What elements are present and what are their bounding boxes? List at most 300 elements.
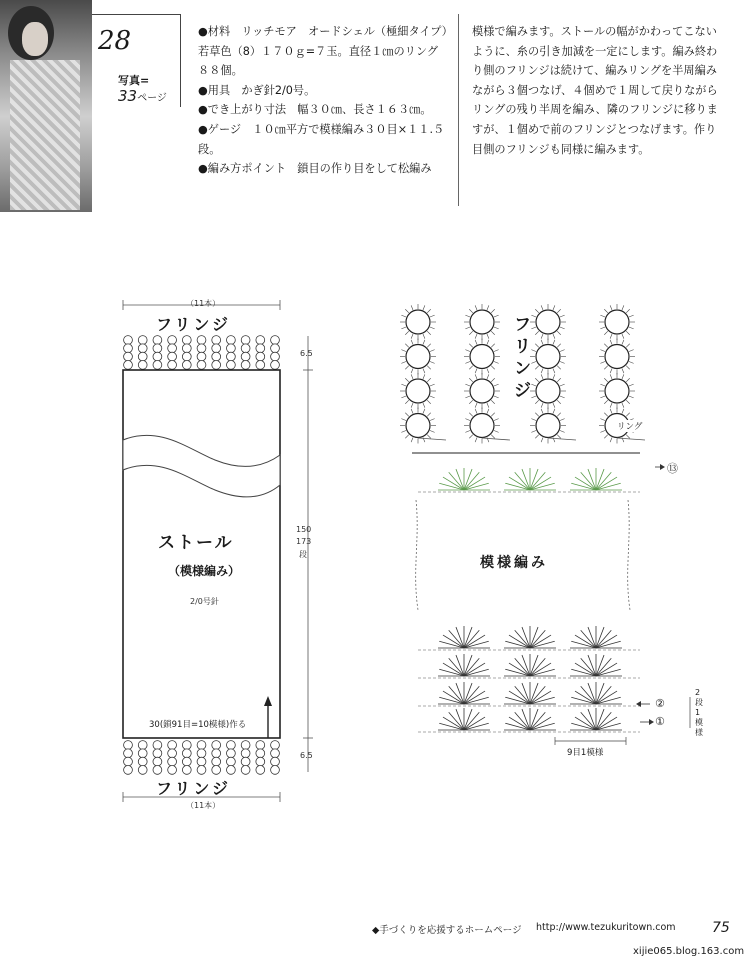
ring-stitch (469, 344, 473, 348)
fringe-ring (241, 766, 250, 775)
shell-stitch (530, 627, 538, 648)
shell-stitch (515, 630, 530, 648)
fringe-ring (182, 749, 191, 758)
fringe-ring (124, 361, 133, 370)
fringe-ring (182, 344, 191, 353)
ring-stitch (401, 361, 406, 363)
fringe-ring (256, 749, 265, 758)
ring-stitch (535, 435, 539, 439)
fringe-ring (153, 757, 162, 766)
ring-stitch (494, 327, 499, 329)
ring-stitch (535, 344, 539, 348)
chart-ring (406, 379, 430, 403)
shell-stitch (596, 627, 604, 648)
ring-stitch (401, 396, 406, 398)
pattern-label: 模様編み (480, 555, 548, 571)
shell-stitch (530, 477, 551, 490)
ring-stitch (401, 419, 406, 421)
row-marker-end: ⑬ (667, 462, 678, 475)
shell-stitch (464, 658, 479, 676)
ring-stitch (487, 409, 489, 414)
ring-stitch (494, 384, 499, 386)
fringe-ring (227, 352, 236, 361)
chart-ring (536, 414, 560, 438)
ring-stitch (475, 409, 477, 414)
shell-stitch (581, 472, 596, 490)
shell-stitch (464, 635, 485, 648)
fringe-ring (271, 344, 280, 353)
fringe-ring (124, 741, 133, 750)
fringe-ring (241, 757, 250, 766)
ring-stitch (600, 327, 605, 329)
watermark-credit: xijie065.blog.163.com (633, 946, 745, 957)
stole-body-outline (123, 370, 280, 738)
shell-stitch (439, 669, 464, 676)
shell-stitch (596, 717, 617, 730)
shell-stitch (596, 669, 621, 676)
ring-stitch (541, 438, 543, 443)
shell-stitch (443, 691, 464, 704)
fringe-ring (138, 741, 147, 750)
fringe-ring (168, 336, 177, 345)
shell-stitch (581, 630, 596, 648)
fringe-ring (197, 336, 206, 345)
fringe-ring (271, 749, 280, 758)
fringe-ring (138, 352, 147, 361)
shell-stitch (443, 477, 464, 490)
materials-point: ●編み方ポイント 鎖目の作り目をして松編み (198, 162, 432, 176)
ring-stitch (629, 361, 634, 363)
ring-stitch (401, 384, 406, 386)
page-number: 75 (712, 920, 730, 936)
ring-stitch (423, 340, 425, 345)
ring-stitch (475, 340, 477, 345)
ring-stitch (557, 400, 561, 404)
ring-stitch (626, 378, 630, 382)
shell-stitch (464, 472, 479, 490)
fringe-ring (153, 749, 162, 758)
chart-fringe-label: フリンジ (514, 315, 531, 401)
shell-stitch (571, 669, 596, 676)
fringe-ring (197, 352, 206, 361)
shell-stitch (588, 709, 596, 730)
shell-stitch (596, 469, 604, 490)
ring-stitch (427, 378, 431, 382)
ring-stitch (475, 438, 477, 443)
fringe-ring (153, 352, 162, 361)
shell-stitch (522, 469, 530, 490)
shell-stitch (515, 472, 530, 490)
ring-stitch (560, 350, 565, 352)
fringe-ring (138, 336, 147, 345)
stole-subtitle: （模様編み） (168, 564, 241, 578)
fringe-ring (227, 749, 236, 758)
ring-stitch (604, 413, 608, 417)
ring-stitch (560, 361, 565, 363)
pattern-number: 28 (98, 26, 132, 56)
shell-stitch (439, 697, 464, 704)
fringe-ring (168, 749, 177, 758)
fringe-ring (271, 336, 280, 345)
shell-stitch (596, 691, 617, 704)
shell-stitch (530, 712, 545, 730)
ring-stitch (604, 331, 608, 335)
fringe-ring (197, 361, 206, 370)
shell-stitch (464, 630, 479, 648)
ring-stitch (491, 378, 495, 382)
fringe-ring (197, 344, 206, 353)
ring-stitch (491, 366, 495, 370)
fringe-ring (227, 336, 236, 345)
ring-stitch (622, 334, 624, 339)
fringe-ring (138, 757, 147, 766)
chart-ring (470, 379, 494, 403)
length-cm: 150 (296, 525, 312, 534)
ring-stitch (487, 305, 489, 310)
ring-stitch (560, 419, 565, 421)
ring-stitch (427, 331, 431, 335)
ring-stitch (553, 305, 555, 310)
arrow-head (264, 696, 272, 706)
fringe-ring (168, 757, 177, 766)
ring-stitch (560, 315, 565, 317)
ring-stitch (541, 340, 543, 345)
fringe-ring (197, 741, 206, 750)
ring-stitch (430, 430, 435, 432)
shell-stitch (530, 686, 545, 704)
shell-stitch (530, 630, 545, 648)
ring-stitch (487, 374, 489, 379)
ring-stitch (610, 409, 612, 414)
stitch-repeat-note: 9目1模様 (567, 748, 604, 758)
ring-stitch (541, 334, 543, 339)
homepage-url[interactable]: http://www.tezukuritown.com (536, 922, 676, 933)
fringe-ring (124, 336, 133, 345)
ring-stitch (430, 396, 435, 398)
ring-stitch (427, 344, 431, 348)
fringe-ring (271, 352, 280, 361)
fringe-ring (197, 757, 206, 766)
shell-stitch (596, 709, 604, 730)
ring-stitch (600, 361, 605, 363)
ring-stitch (427, 435, 431, 439)
row-repeat-note: 2段1模様 (695, 688, 703, 737)
fringe-ring (256, 344, 265, 353)
shell-stitch (464, 717, 485, 730)
ring-stitch (465, 396, 470, 398)
chart-break-left (416, 500, 418, 610)
shell-stitch (443, 717, 464, 730)
ring-stitch (610, 305, 612, 310)
photo-ref-page: 33 (118, 87, 138, 105)
shell-stitch (509, 717, 530, 730)
ring-stitch (626, 309, 630, 313)
ring-stitch (411, 403, 413, 408)
shell-stitch (596, 472, 611, 490)
fringe-ring (241, 352, 250, 361)
shell-stitch (449, 686, 464, 704)
fringe-ring (241, 336, 250, 345)
ring-stitch (405, 435, 409, 439)
fringe-ring (138, 361, 147, 370)
shell-stitch (588, 655, 596, 676)
crochet-chart (400, 304, 690, 745)
shell-stitch (505, 641, 530, 648)
chart-ring (536, 379, 560, 403)
shell-stitch (575, 691, 596, 704)
shell-stitch (509, 663, 530, 676)
shell-stitch (464, 627, 472, 648)
ring-stitch (553, 340, 555, 345)
ring-stitch (491, 435, 495, 439)
photo-ref-unit: ページ (137, 93, 167, 104)
shell-stitch (575, 663, 596, 676)
fringe-ring (256, 741, 265, 750)
shell-stitch (456, 683, 464, 704)
fringe-ring (168, 361, 177, 370)
ring-stitch (469, 435, 473, 439)
fringe-ring (256, 336, 265, 345)
ring-stitch (610, 369, 612, 374)
shell-stitch (505, 697, 530, 704)
shell-stitch (571, 697, 596, 704)
ring-stitch (423, 374, 425, 379)
ring-stitch (405, 413, 409, 417)
fringe-ring (124, 757, 133, 766)
ring-stitch (535, 378, 539, 382)
fringe-ring (227, 766, 236, 775)
shell-stitch (509, 477, 530, 490)
ring-stitch (557, 366, 561, 370)
ring-stitch (531, 384, 536, 386)
fringe-ring (153, 336, 162, 345)
ring-stitch (465, 384, 470, 386)
ring-stitch (560, 384, 565, 386)
ring-stitch (531, 419, 536, 421)
ring-stitch (475, 374, 477, 379)
ring-stitch (487, 334, 489, 339)
shell-stitch (530, 717, 551, 730)
ring-stitch (475, 334, 477, 339)
ring-stitch (430, 361, 435, 363)
ring-stitch (401, 430, 406, 432)
ring-stitch (610, 374, 612, 379)
shell-stitch (456, 655, 464, 676)
ring-stitch (411, 374, 413, 379)
chart-ring (470, 414, 494, 438)
fringe-label-bottom: フリンジ (156, 779, 231, 798)
ring-stitch (465, 419, 470, 421)
ring-stitch (465, 327, 470, 329)
shell-stitch (509, 691, 530, 704)
ring-stitch (560, 430, 565, 432)
ring-stitch (401, 315, 406, 317)
shell-stitch (596, 663, 617, 676)
row-marker-2: ② (655, 697, 665, 710)
ring-stitch (557, 344, 561, 348)
ring-stitch (469, 309, 473, 313)
shell-stitch (464, 669, 489, 676)
ring-stitch (600, 419, 605, 421)
shell-stitch (464, 697, 489, 704)
ring-stitch (610, 438, 612, 443)
materials-size: ●でき上がり寸法 幅３０㎝、長さ１６３㎝。 (198, 103, 432, 117)
shell-stitch (439, 641, 464, 648)
ring-stitch (600, 315, 605, 317)
ring-stitch (604, 309, 608, 313)
start-note: 30(鎖91目=10模様)作る (149, 720, 247, 730)
shell-stitch (449, 712, 464, 730)
fringe-ring (182, 757, 191, 766)
ring-stitch (629, 350, 634, 352)
ring-stitch (541, 374, 543, 379)
photo-ref-label: 写真= (118, 74, 150, 87)
ring-stitch (553, 334, 555, 339)
fringe-bottom-rings (124, 741, 280, 775)
fringe-length-bottom: 6.5 (300, 751, 313, 760)
fringe-ring (138, 749, 147, 758)
shell-stitch (522, 683, 530, 704)
fringe-ring (212, 766, 221, 775)
fringe-ring (182, 361, 191, 370)
shell-stitch (530, 663, 551, 676)
ring-stitch (626, 400, 630, 404)
fringe-count-bottom: （11本） (186, 801, 221, 810)
fringe-ring (212, 749, 221, 758)
ring-stitch (411, 369, 413, 374)
shell-stitch (464, 655, 472, 676)
shell-stitch (575, 477, 596, 490)
chain-link (418, 438, 446, 440)
ring-stitch (557, 309, 561, 313)
shell-stitch (530, 472, 545, 490)
fringe-ring (168, 352, 177, 361)
fringe-ring (124, 766, 133, 775)
break-mark (123, 435, 280, 497)
shell-stitch (464, 712, 479, 730)
fringe-ring (124, 352, 133, 361)
ring-stitch (494, 396, 499, 398)
fringe-ring (124, 344, 133, 353)
fringe-ring (197, 749, 206, 758)
ring-stitch (600, 350, 605, 352)
ring-stitch (541, 305, 543, 310)
shell-stitch (464, 723, 489, 730)
ring-stitch (430, 350, 435, 352)
fringe-ring (227, 361, 236, 370)
ring-stitch (411, 340, 413, 345)
ring-stitch (535, 400, 539, 404)
ring-stitch (405, 378, 409, 382)
shell-stitch (443, 663, 464, 676)
fringe-length-top: 6.5 (300, 349, 313, 358)
materials-yarn: ●材料 リッチモア オードシェル（極細タイプ）若草色（8）１７０ｇ=７玉。直径１㎝のリング８８個。 (198, 25, 448, 78)
ring-stitch (553, 403, 555, 408)
shell-stitch (439, 483, 464, 490)
ring-stitch (560, 396, 565, 398)
fringe-ring (241, 749, 250, 758)
fringe-ring (182, 352, 191, 361)
shell-stitch (505, 483, 530, 490)
ring-stitch (626, 435, 630, 439)
ring-stitch (491, 400, 495, 404)
fringe-ring (256, 757, 265, 766)
ring-stitch (494, 315, 499, 317)
shell-stitch (571, 641, 596, 648)
ring-label: リング (617, 422, 643, 432)
shell-stitch (588, 469, 596, 490)
chart-ring (406, 414, 430, 438)
materials-tools: ●用具 かぎ針2/0号。 (198, 83, 316, 97)
ring-stitch (541, 409, 543, 414)
ring-stitch (626, 366, 630, 370)
ring-stitch (610, 340, 612, 345)
shell-stitch (439, 723, 464, 730)
ring-stitch (430, 315, 435, 317)
ring-stitch (604, 344, 608, 348)
ring-stitch (405, 344, 409, 348)
ring-stitch (423, 334, 425, 339)
shell-stitch (515, 686, 530, 704)
ring-stitch (427, 413, 431, 417)
fringe-ring (212, 741, 221, 750)
ring-stitch (427, 400, 431, 404)
fringe-ring (212, 336, 221, 345)
shell-stitch (515, 658, 530, 676)
ring-stitch (557, 378, 561, 382)
fringe-ring (241, 344, 250, 353)
ring-stitch (494, 419, 499, 421)
ring-stitch (622, 409, 624, 414)
ring-stitch (475, 305, 477, 310)
ring-stitch (553, 374, 555, 379)
homepage-label: ◆手づくりを応援するホームページ (372, 925, 522, 936)
ring-stitch (541, 403, 543, 408)
shell-stitch (588, 627, 596, 648)
shell-stitch (530, 669, 555, 676)
shell-stitch (449, 658, 464, 676)
shell-stitch (530, 709, 538, 730)
shell-stitch (596, 658, 611, 676)
ring-stitch (465, 361, 470, 363)
fringe-ring (168, 344, 177, 353)
ring-stitch (487, 369, 489, 374)
shell-stitch (596, 723, 621, 730)
ring-stitch (604, 378, 608, 382)
fringe-ring (153, 766, 162, 775)
shell-stitch (464, 691, 485, 704)
ring-stitch (469, 366, 473, 370)
ring-stitch (531, 396, 536, 398)
chart-ring (470, 310, 494, 334)
ring-stitch (557, 331, 561, 335)
shell-stitch (596, 697, 621, 704)
chart-ring (406, 310, 430, 334)
ring-stitch (405, 331, 409, 335)
fringe-ring (227, 344, 236, 353)
shell-stitch (505, 669, 530, 676)
chart-shell-stitches (418, 468, 640, 732)
shell-stitch (530, 655, 538, 676)
shell-stitch (571, 723, 596, 730)
ring-stitch (423, 369, 425, 374)
ring-stitch (405, 309, 409, 313)
fringe-ring (212, 352, 221, 361)
stole-title: ストール (158, 533, 234, 553)
ring-stitch (600, 430, 605, 432)
ring-stitch (491, 309, 495, 313)
ring-stitch (622, 374, 624, 379)
